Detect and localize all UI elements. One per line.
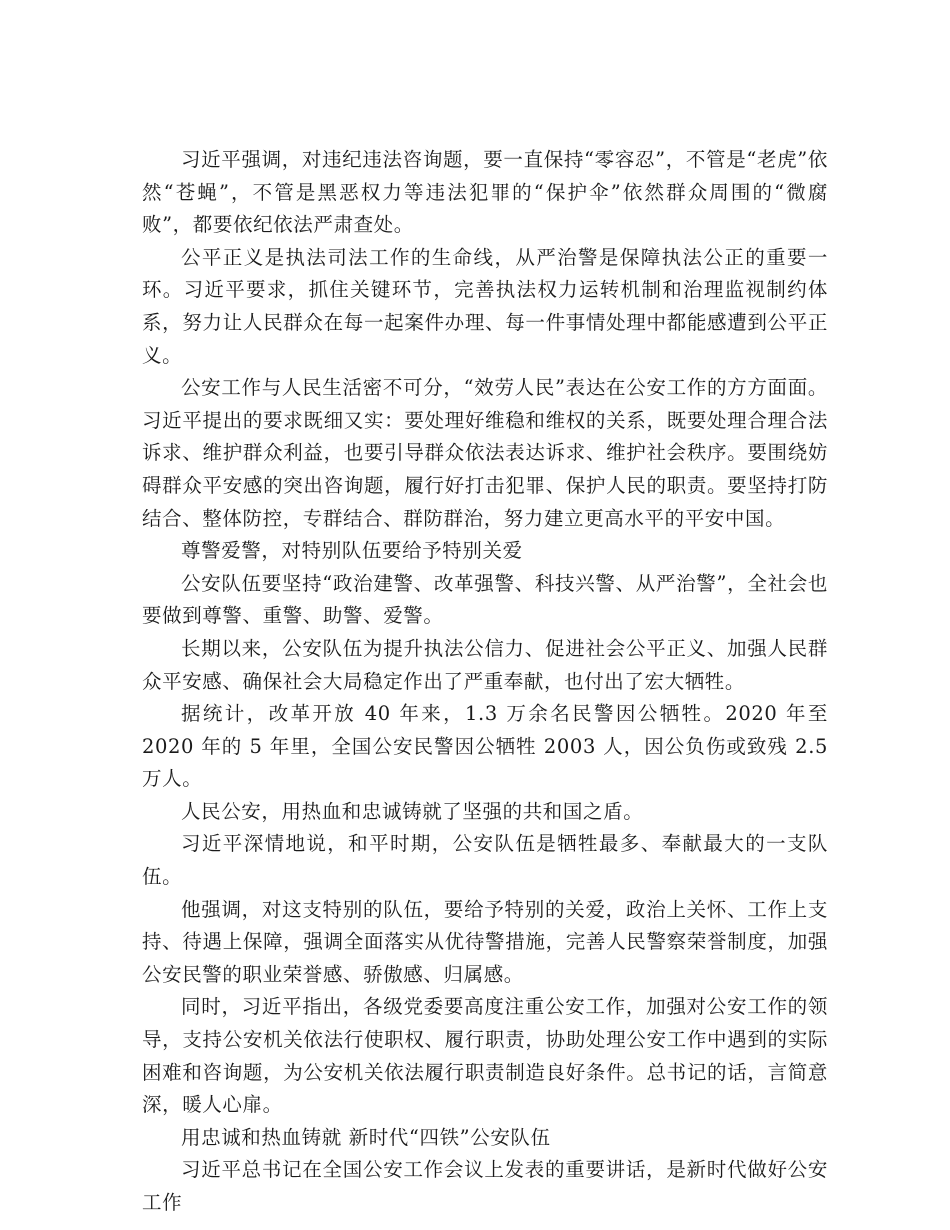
paragraph: 公安队伍要坚持“政治建警、改革强警、科技兴警、从严治警”，全社会也要做到尊警、重警、助警、爱警。 (142, 571, 828, 628)
paragraph: 公平正义是执法司法工作的生命线，从严治警是保障执法公正的重要一环。习近平要求，抓住关键环节，完善执法权力运转机制和治理监视制约体系，努力让人民群众在每一起案件办理、每一件事情处理中都能感遭到公平正义。 (142, 245, 828, 367)
paragraph: 同时，习近平指出，各级党委要高度注重公安工作，加强对公安工作的领导，支持公安机关依法行使职权、履行职责，协助处理公安工作中遇到的实际困难和咨询题，为公安机关依法履行职责制造良好条件。总书记的话，言简意深，暖人心扉。 (142, 995, 828, 1117)
section-heading: 用忠诚和热血铸就 新时代“四铁”公安队伍 (181, 1125, 551, 1149)
paragraph: 长期以来，公安队伍为提升执法公信力、促进社会公平正义、加强人民群众平安感、确保社会大局稳定作出了严重奉献，也付出了宏大牺牲。 (142, 636, 828, 693)
paragraph: 习近平深情地说，和平时期，公安队伍是牺牲最多、奉献最大的一支队伍。 (142, 832, 828, 889)
document-body (142, 144, 828, 1220)
paragraph: 据统计，改革开放 40 年来，1.3 万余名民警因公牺牲。2020 年至 2020 年的 5 年里，全国公安民警因公牺牲 2003 人，因公负伤或致残 2.5 万人。 (142, 702, 828, 791)
paragraph: 习近平总书记在全国公安工作会议上发表的重要讲话，是新时代做好公安工作 (142, 1158, 828, 1214)
section-heading: 尊警爱警，对特别队伍要给予特别关爱 (181, 539, 523, 563)
paragraph: 习近平强调，对违纪违法咨询题，要一直保持“零容忍”，不管是“老虎”依然“苍蝇”，不管是黑恶权力等违法犯罪的“保护伞”依然群众周围的“微腐败”，都要依纪依法严肃查处。 (142, 148, 828, 237)
paragraph: 他强调，对这支特别的队伍，要给予特别的关爱，政治上关怀、工作上支持、待遇上保障，强调全面落实从优待警措施，完善人民警察荣誉制度，加强公安民警的职业荣誉感、骄傲感、归属感。 (142, 897, 828, 986)
paragraph: 公安工作与人民生活密不可分，“效劳人民”表达在公安工作的方方面面。习近平提出的要求既细又实：要处理好维稳和维权的关系，既要处理合理合法诉求、维护群众利益，也要引导群众依法表达诉求、维护社会秩序。要围绕妨碍群众平安感的突出咨询题，履行好打击犯罪、保护人民的职责。要坚持打防结合、整体防控，专群结合、群防群治，努力建立更高水平的平安中国。 (142, 376, 828, 530)
paragraph: 人民公安，用热血和忠诚铸就了坚强的共和国之盾。 (181, 799, 644, 823)
